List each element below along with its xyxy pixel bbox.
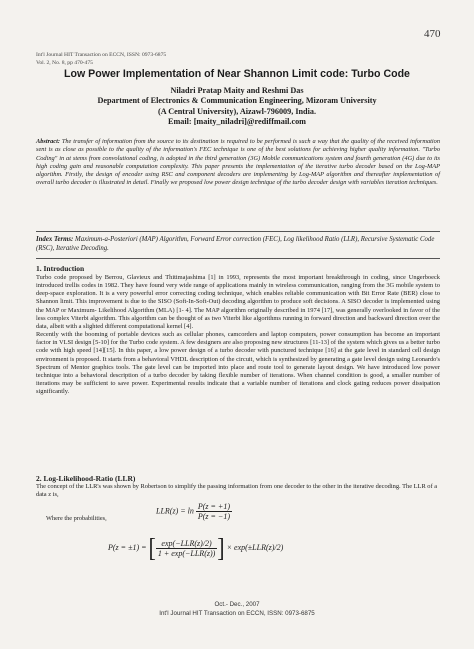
author-block	[0, 86, 474, 128]
probability-numerator: exp(−LLR(z)/2)	[156, 539, 217, 549]
section-heading-introduction: 1. Introduction	[36, 264, 85, 273]
llr-equation-lhs: LLR(z) = ln	[156, 506, 194, 516]
introduction-paragraph: Turbo code proposed by Berrou, Glavieux and Thitimajashima [1] in 1993, represents the most important breakthrough in coding, since Ungerboeck introduced trellis codes in 1982. They have found very wide range of applications mainly in wireless communication, ranging from the 3G mobile system to deep-space exploration. It is a very powerful error correcting coding technique, which enables reliable communication with Bit Error Rate (BER) close to Shannon limit. This improvement is due to the SISO (Soft-In-Soft-Out) decoding algorithm to produce soft decisions. A SISO decoder is implemented using the MAP or Maximum- Likelihood Algorithm (MLA) [1- 4]. The MAP algorithm originally described in 1974 [17], was generally overlooked in favor of the less complex Viterbi algorithm. This algorithm can be thought of as two Viterbi like algorithms running in forward direction and backward direction over the data, albeit with a slighted different computational kernel [4].	[36, 274, 440, 330]
index-terms-label: Index Terms:	[36, 236, 74, 243]
author-names: Niladri Pratap Maity and Reshmi Das	[170, 86, 304, 95]
page-number: 470	[424, 28, 441, 40]
right-bracket: ]	[217, 532, 225, 563]
author-university: (A Central University), Aizawl-796009, India.	[157, 106, 317, 116]
journal-header	[36, 51, 166, 67]
abstract-label: Abstract:	[36, 138, 60, 145]
page-footer	[0, 601, 474, 618]
abstract	[36, 138, 440, 188]
index-terms	[36, 235, 440, 253]
introduction-paragraph: Recently with the booming of portable devices such as cellular phones, camcorders and laptop computers, power consumption has become an important factor in VLSI design [5-10] for the Turbo code system. A few designers are also proposing new structures [11-13] of the system which gives us a better turbo code with high speed [14][15]. In this paper, a low power design of a turbo decoder with punctured technique [16] at the gate level in standard cell design environment is proposed. It starts from a behavioral VHDL description of the circuit, which is synthesized by generating a gate level design using Leonardo's Spectrum of Mentor graphics tools. The gate level can be imported into place and route tool to generate layout design. We have introduced low power technique into a behavioral description of a turbo decoder by taking flexible number of iterations. When channel condition is good, a smaller number of iterations may be sufficient to save power. Experimental results indicate that a variable number of iterations and clock gating reduces power dissipation significantly.	[36, 331, 440, 396]
llr-equation	[156, 502, 232, 521]
where-probabilities: Where the probabilities,	[46, 515, 107, 522]
footer-date: Oct.- Dec., 2007	[214, 601, 260, 608]
journal-header-line2: Vol. 2, No. 8, pp 470-475	[36, 60, 93, 66]
probability-equation-rhs: × exp(±LLR(z)/2)	[226, 542, 284, 552]
journal-header-line1: Int'l Journal HIT Transaction on ECCN, ISSN: 0973-6875	[36, 52, 167, 58]
llr-numerator: P(z = +1)	[197, 502, 230, 511]
probability-fraction	[156, 539, 217, 558]
llr-paragraph: The concept of the LLR's was shown by Robertson to simplify the passing information from one decoder to the other in the iterative decoding. The LLR of a data z is,	[36, 483, 438, 499]
top-divider	[36, 231, 440, 232]
left-bracket: [	[148, 532, 156, 563]
bottom-divider	[36, 258, 440, 259]
author-email: Email: [maity_niladri]@rediffmail.com	[168, 117, 306, 127]
paper-title: Low Power Implementation of Near Shannon Limit code: Turbo Code	[64, 68, 410, 80]
index-terms-text: Maximum-a-Posteriori (MAP) Algorithm, Forward Error correction (FEC), Log likelihood Ratio (LLR), Recursive Systematic Code (RSC), Iterative Decoding.	[36, 236, 435, 252]
introduction-body	[36, 274, 440, 396]
abstract-text: The transfer of information from the source to its destination is required to be performed is such a way that the quality of the received information sent is as close as possible to the quality of the information's FEC technique is one of the best solutions for achieving higher quality information. "Turbo Coding" in at stems from convolutional coding, is adopted in the third generation (3G) Mobile communications system and fourth generation (4G) due to its high coding gain and reasonable computation complexity. This paper presents the implementation of the iterative turbo decoder based on the Log-MAP algorithm. Firstly, the design of encoder using RSC and component decoders are implementing by Log-MAP algorithm and thereafter implementation of overall turbo decoder is illustrated in detail. Finally we proposed low power design technique of the turbo decoder design with variables iteration techniques.	[36, 138, 441, 187]
llr-denominator: P(z = −1)	[197, 512, 230, 521]
probability-equation-lhs: P(z = ±1) =	[108, 542, 147, 552]
probability-denominator: 1 + exp(−LLR(z))	[157, 548, 216, 558]
footer-journal: Int'l Journal HIT Transaction on ECCN, ISSN: 0973-6875	[159, 609, 315, 617]
section-heading-llr: 2. Log-Likelihood-Ratio (LLR)	[36, 474, 136, 483]
llr-fraction	[196, 502, 232, 521]
author-department: Department of Electronics & Communication Engineering, Mizoram University	[97, 96, 377, 106]
probability-equation	[108, 532, 284, 563]
